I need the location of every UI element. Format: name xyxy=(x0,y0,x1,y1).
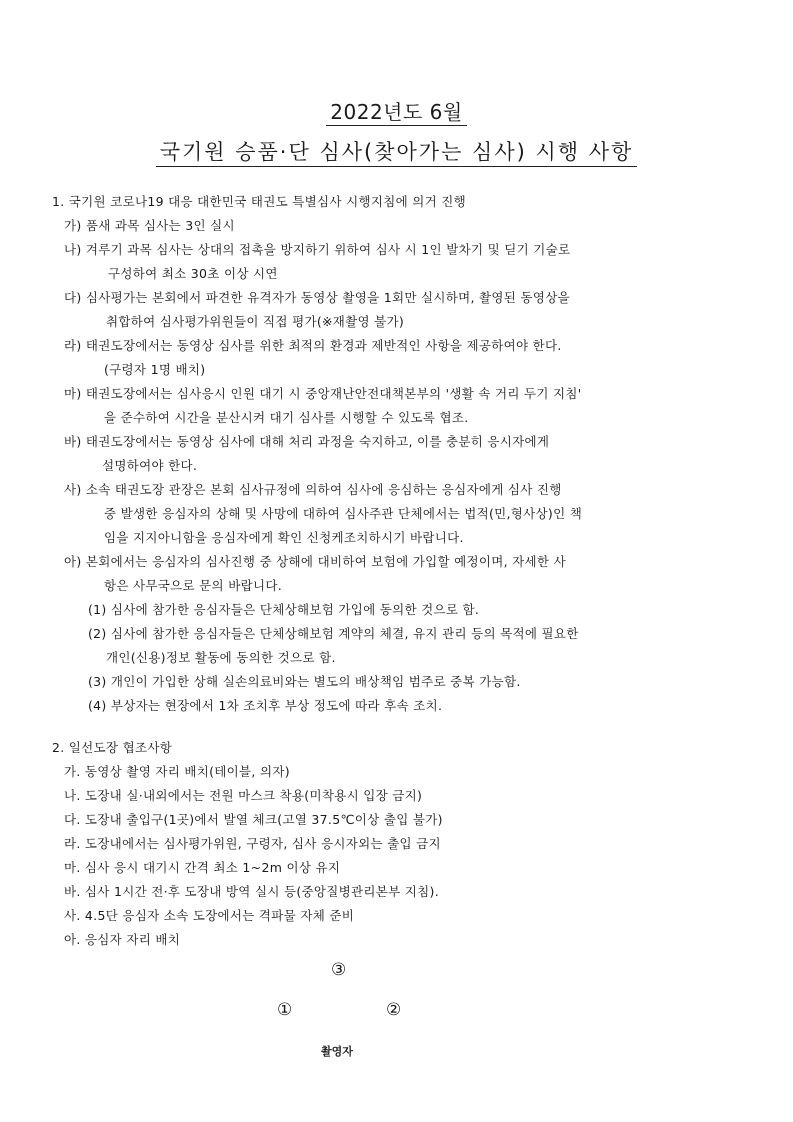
section1-item-cont: (구령자 1명 배치) xyxy=(104,362,206,377)
section1-item: 가) 품새 과목 심사는 3인 실시 xyxy=(64,218,235,233)
section1-item-cont: 구성하여 최소 30초 이상 시연 xyxy=(108,266,278,281)
section2-item: 바. 심사 1시간 전·후 도장내 방역 실시 등(중앙질병관리본부 지침). xyxy=(64,884,439,899)
section2-heading: 2. 일선도장 협조사항 xyxy=(52,740,173,755)
section1-item-cont: 항은 사무국으로 문의 바랍니다. xyxy=(104,578,282,593)
section2-item: 라. 도장내에서는 심사평가위원, 구령자, 심사 응시자외는 출입 금지 xyxy=(64,836,441,851)
seat-position-1: ① xyxy=(277,1000,293,1020)
section1-item: 나) 겨루기 과목 심사는 상대의 접촉을 방지하기 위하여 심사 시 1인 발차기 및 딛기 기술로 xyxy=(64,242,571,257)
document-date-title xyxy=(0,96,793,125)
section1-item: 아) 본회에서는 응심자의 심사진행 중 상해에 대비하여 보험에 가입할 예정이며, 자세한 사 xyxy=(64,554,566,569)
section1-subitem: (2) 심사에 참가한 응심자들은 단체상해보험 계약의 체결, 유지 관리 등의 목적에 필요한 xyxy=(88,626,579,641)
document-main-title xyxy=(0,136,793,166)
seat-position-3: ③ xyxy=(331,960,347,980)
section1-item-cont: 중 발생한 응심자의 상해 및 사망에 대하여 심사주관 단체에서는 법적(민,형사상)인 책 xyxy=(104,506,583,521)
section1-subitem: (4) 부상자는 현장에서 1차 조치후 부상 정도에 따라 후속 조치. xyxy=(88,698,443,713)
section1-item-cont: 을 준수하여 시간을 분산시켜 대기 심사를 시행할 수 있도록 협조. xyxy=(104,410,469,425)
section1-item: 바) 태권도장에서는 동영상 심사에 대해 처리 과정을 숙지하고, 이를 충분히 응시자에게 xyxy=(64,434,550,449)
section1-item-cont: 취합하여 심사평가위원들이 직접 평가(※재촬영 불가) xyxy=(106,314,405,329)
section2-item: 다. 도장내 출입구(1곳)에서 발열 체크(고열 37.5℃이상 출입 불가) xyxy=(64,812,443,827)
section1-heading: 1. 국기원 코로나19 대응 대한민국 태권도 특별심사 시행지침에 의거 진행 xyxy=(52,194,466,209)
section1-subitem-cont: 개인(신용)정보 활동에 동의한 것으로 함. xyxy=(106,650,336,665)
section1-item-cont: 설명하여야 한다. xyxy=(102,458,198,473)
section2-item: 가. 동영상 촬영 자리 배치(테이블, 의자) xyxy=(64,764,290,779)
section1-item: 라) 태권도장에서는 동영상 심사를 위한 최적의 환경과 제반적인 사항을 제공하여야 한다. xyxy=(64,338,562,353)
section1-item: 다) 심사평가는 본회에서 파견한 유격자가 동영상 촬영을 1회만 실시하며, 촬영된 동영상을 xyxy=(64,290,570,305)
section1-item-cont: 임을 지지아니함을 응심자에게 확인 신청케조치하시기 바랍니다. xyxy=(104,530,464,545)
section1-item: 사) 소속 태권도장 관장은 본회 심사규정에 의하여 심사에 응심하는 응심자에게 심사 진행 xyxy=(64,482,562,497)
section2-item: 아. 응심자 자리 배치 xyxy=(64,932,181,947)
date-title-text: 2022년도 6월 xyxy=(326,100,466,126)
camera-operator-label: 촬영자 xyxy=(321,1045,353,1058)
section2-item: 나. 도장내 실·내외에서는 전원 마스크 착용(미착용시 입장 금지) xyxy=(64,788,423,803)
seat-position-2: ② xyxy=(386,1000,402,1020)
main-title-text: 국기원 승품·단 심사(찾아가는 심사) 시행 사항 xyxy=(156,140,638,167)
section1-subitem: (3) 개인이 가입한 상해 실손의료비와는 별도의 배상책임 범주로 중복 가능함. xyxy=(88,674,521,689)
section2-item: 사. 4.5단 응심자 소속 도장에서는 격파물 자체 준비 xyxy=(64,908,355,923)
section1-subitem: (1) 심사에 참가한 응심자들은 단체상해보험 가입에 동의한 것으로 함. xyxy=(88,602,480,617)
section1-item: 마) 태권도장에서는 심사응시 인원 대기 시 중앙재난안전대책본부의 '생활 속 거리 두기 지침' xyxy=(64,386,582,401)
section2-item: 마. 심사 응시 대기시 간격 최소 1~2m 이상 유지 xyxy=(64,860,341,875)
